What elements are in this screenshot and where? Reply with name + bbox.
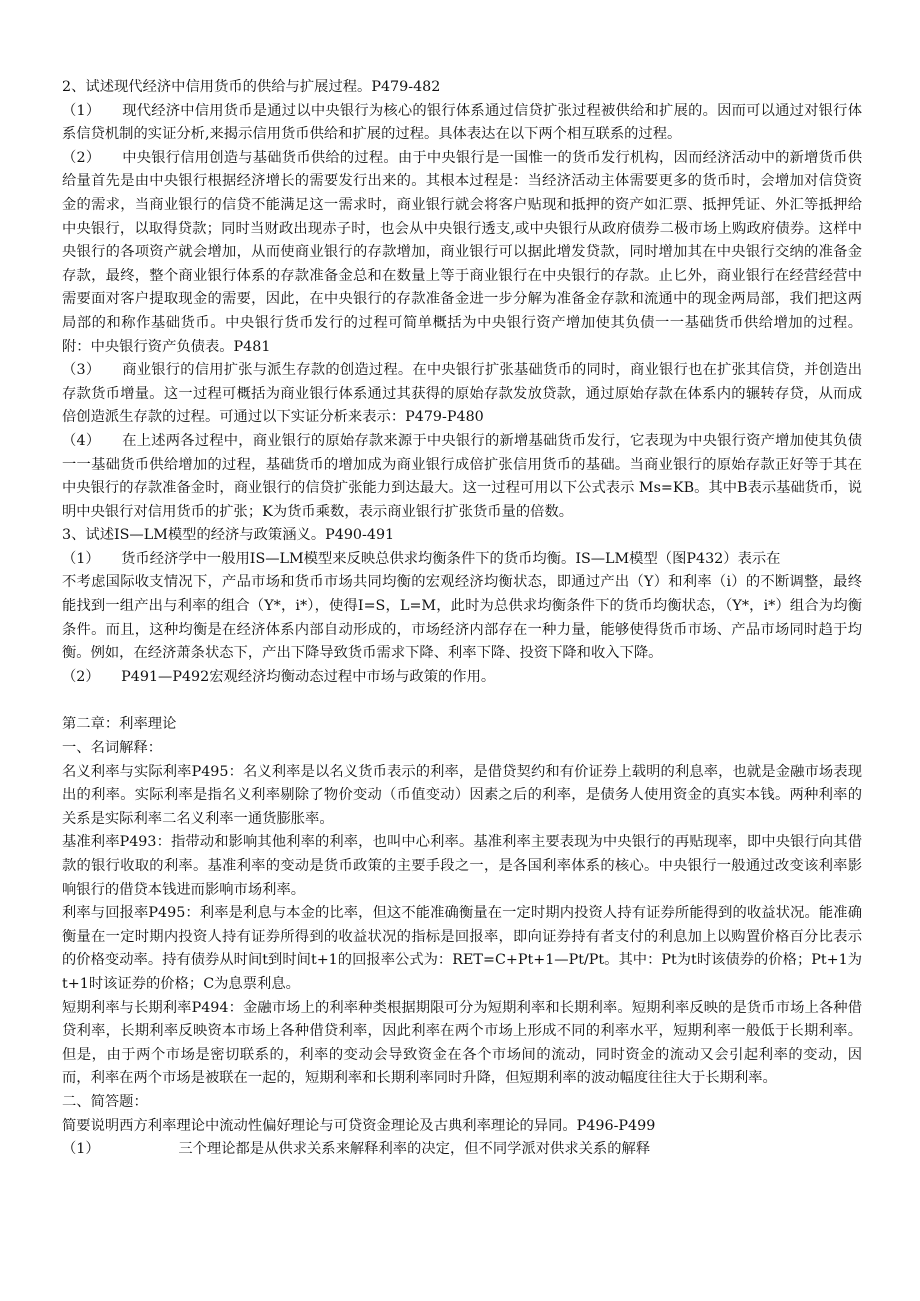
blank-line	[62, 689, 862, 713]
question-3-heading: 3、试述IS—LM模型的经济与政策涵义。P490-491	[62, 527, 395, 544]
section-2-heading: 二、简答题：	[62, 1093, 148, 1110]
short-answer-point-1: （1） 三个理论都是从供求关系来解释利率的决定，但不同学派对供求关系的解释	[62, 1141, 651, 1158]
question-2-heading: 2、试述现代经济中信用货币的供给与扩展过程。P479-482	[62, 79, 441, 95]
q2-point-2: （2） 中央银行信用创造与基础货币供给的过程。由于中央银行是一国惟一的货币发行机构，因而经济活动中的新增货币供给量首先是由中央银行根据经济增长的需要发行出来的。其根本过程是：当经济活动主体需要更多的货币时，会增加对信贷资金的需求，当商业银行的信贷不能满足这一需求时，商业银行就会将客户贴现和抵押的资产如汇票、抵押凭证、外汇等抵押给中央银行，以取得贷款；同时当财政出现赤子时，也会从中央银行透支,或中央银行从政府债券二极市场上购政府债券。这样中央银行的各项资产就会增加，从而使商业银行的存款增加，商业银行可以据此增发贷款，同时增加其在中央银行交纳的准备金存款，最终，整个商业银行体系的存款准备金总和在数量上等于商业银行在中央银行的存款。止匕外，商业银行在经营经营中需要面对客户提取现金的需要，因此，在中央银行的存款准备金进一步分解为准备金存款和流通中的现金两局部，我们把这两局部的和称作基础货币。中央银行货币发行的过程可简单概括为中央银行资产增加使其负债一一基础货币供给增加的过程。附：中央银行资产负债表。P481	[62, 149, 862, 355]
term-nominal-real-rate: 名义利率与实际利率P495：名义利率是以名义货币表示的利率，是借贷契约和有价证券上载明的利息率，也就是金融市场表现出的利率。实际利率是指名义利率剔除了物价变动（币值变动）因素之后的利率，是债务人使用资金的真实本钱。两种利率的关系是实际利率二名义利率一通货膨胀率。	[62, 763, 862, 827]
q2-point-4: （4） 在上述两各过程中，商业银行的原始存款来源于中央银行的新增基础货币发行，它表现为中央银行资产增加使其负债一一基础货币供给增加的过程，基础货币的增加成为商业银行成倍扩张信用货币的基础。当商业银行的原始存款正好等于其在中央银行的存款准备金时，商业银行的信贷扩张能力到达最大。这一过程可用以下公式表示 Ms=KB。其中B表示基础货币，说明中央银行对信用货币的扩张；K为货币乘数，表示商业银行扩张货币量的倍数。	[62, 432, 862, 520]
document-body	[62, 76, 862, 1162]
term-rate-and-return: 利率与回报率P495：利率是利息与本金的比率，但这不能准确衡量在一定时期内投资人持有证券所能得到的收益状况。能准确衡量在一定时期内投资人持有证券所得到的收益状况的指标是回报率，即向证券持有者支付的利息加上以购置价格百分比表示的价格变动率。持有债券从时间t到时间t+1的回报率公式为：RET=C+Pt+1—Pt/Pt。其中：Pt为t时该债券的价格；Pt+1为t+1时该证券的价格；C为息票利息。	[62, 905, 862, 992]
term-benchmark-rate: 基准利率P493：指带动和影响其他利率的利率，也叫中心利率。基准利率主要表现为中央银行的再贴现率，即中央银行向其借款的银行收取的利率。基准利率的变动是货币政策的主要手段之一，是各国利率体系的核心。中央银行一般通过改变该利率影响银行的借贷本钱进而影响市场利率。	[62, 834, 862, 898]
q2-point-1: （1） 现代经济中信用货币是通过以中央银行为核心的银行体系通过信贷扩张过程被供给和扩展的。因而可以通过对银行体系信贷机制的实证分析,来揭示信用货币供给和扩展的过程。具体表达在以下两个相互联系的过程。	[62, 102, 862, 143]
short-answer-question: 简要说明西方利率理论中流动性偏好理论与可贷资金理论及古典利率理论的异同。P496-P499	[62, 1117, 656, 1134]
chapter-2-heading: 第二章：利率理论	[62, 716, 177, 733]
q3-point-2: （2） P491—P492宏观经济均衡动态过程中市场与政策的作用。	[62, 668, 496, 685]
term-short-long-rate: 短期利率与长期利率P494：金融市场上的利率种类根据期限可分为短期利率和长期利率。短期利率反映的是货币市场上各种借贷利率，长期利率反映资本市场上各种借贷利率，因此利率在两个市场上形成不同的利率水平，短期利率一般低于长期利率。但是，由于两个市场是密切联系的，利率的变动会导致资金在各个市场间的流动，同时资金的流动又会引起利率的变动，因而，利率在两个市场是被联在一起的，短期利率和长期利率同时升降，但短期利率的波动幅度往往大于长期利率。	[62, 999, 862, 1087]
q2-point-3: （3） 商业银行的信用扩张与派生存款的创造过程。在中央银行扩张基础货币的同时，商业银行也在扩张其信贷，并创造出存款货币增量。这一过程可概括为商业银行体系通过其获得的原始存款发放贷款，通过原始存款在体系内的辗转存贷，从而成倍创造派生存款的过程。可通过以下实证分析来表示：P479-P480	[62, 362, 862, 426]
section-1-heading: 一、名词解释：	[62, 740, 163, 757]
q3-point-1-line: （1） 货币经济学中一般用IS—LM模型来反映总供求均衡条件下的货币均衡。IS—LM模型（图P432）表示在	[62, 550, 781, 567]
q3-point-1-body: 不考虑国际收支情况下，产品市场和货币市场共同均衡的宏观经济均衡状态，即通过产出（Y）和利率（i）的不断调整，最终能找到一组产出与利率的组合（Y*，i*），使得I=S，L=M，此时为总供求均衡条件下的货币均衡状态，（Y*，i*）组合为均衡条件。而且，这种均衡是在经济体系内部自动形成的，市场经济内部存在一种力量，能够使得货币市场、产品市场同时趋于均衡。例如，在经济萧条状态下，产出下降导致货币需求下降、利率下降、投资下降和收入下降。	[62, 574, 862, 662]
